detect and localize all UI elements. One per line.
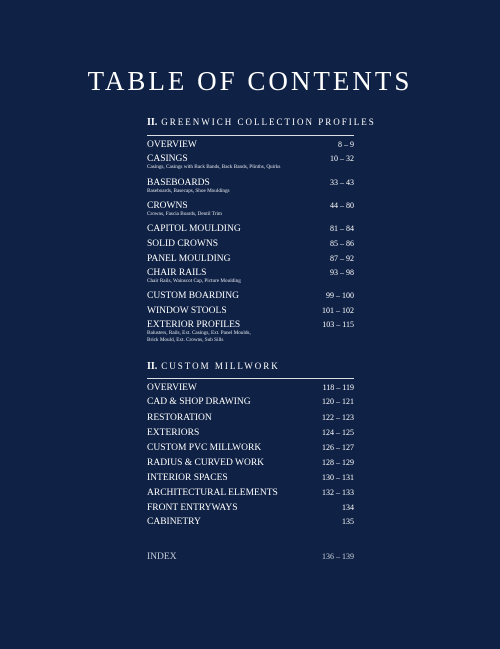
entry-pages: 136 – 139	[322, 552, 354, 561]
toc-entry-chair-rails[interactable]	[147, 268, 354, 285]
toc-entry-interior-spaces[interactable]	[147, 473, 354, 483]
toc-entry-window-stools[interactable]	[147, 306, 354, 316]
entry-subtitle: Baseboards, Basecaps, Shoe Mouldings	[147, 188, 230, 194]
entry-pages: 134	[342, 503, 354, 512]
entry-title: CHAIR RAILS	[147, 268, 207, 278]
toc-entry-millwork-overview[interactable]	[147, 383, 354, 393]
entry-title: RESTORATION	[147, 413, 212, 423]
entry-pages: 10 – 32	[330, 154, 354, 163]
toc-entry-exterior-profiles[interactable]	[147, 320, 354, 344]
entry-subtitle: Casings, Casings with Back Bands, Back Bands, Plinths, Quirks	[147, 164, 281, 170]
entry-subtitle-line2: Brick Mould, Ext. Crowns, Sub Sills	[147, 337, 224, 343]
entry-title: CUSTOM PVC MILLWORK	[147, 443, 262, 453]
toc-entry-restoration[interactable]	[147, 413, 354, 423]
entry-pages: 8 – 9	[338, 140, 354, 149]
toc-entry-panel-moulding[interactable]	[147, 254, 354, 264]
entry-pages: 101 – 102	[322, 306, 354, 315]
entry-title: CROWNS	[147, 201, 188, 211]
page-title: TABLE OF CONTENTS	[87, 66, 413, 96]
toc-entry-architectural-elements[interactable]	[147, 488, 354, 498]
entry-pages: 135	[342, 517, 354, 526]
entry-title: SOLID CROWNS	[147, 239, 218, 249]
entry-pages: 93 – 98	[330, 268, 354, 277]
entry-title: INTERIOR SPACES	[147, 473, 228, 483]
toc-entry-casings[interactable]	[147, 154, 354, 171]
section-divider	[147, 378, 354, 379]
entry-pages: 33 – 43	[330, 178, 354, 187]
toc-entry-custom-pvc-millwork[interactable]	[147, 443, 354, 453]
entry-title: OVERVIEW	[147, 383, 197, 393]
entry-title: WINDOW STOOLS	[147, 306, 227, 316]
entry-pages: 124 – 125	[322, 428, 354, 437]
toc-entry-overview[interactable]	[147, 140, 354, 150]
entry-title: OVERVIEW	[147, 140, 197, 150]
entry-pages: 99 – 100	[326, 291, 354, 300]
entry-pages: 122 – 123	[322, 413, 354, 422]
entry-pages: 85 – 86	[330, 239, 354, 248]
entry-subtitle: Chair Rails, Wainscot Cap, Picture Moulding	[147, 278, 241, 284]
section-marker: II.	[147, 117, 158, 128]
section-heading-text: CUSTOM MILLWORK	[161, 361, 280, 371]
entry-title: EXTERIOR PROFILES	[147, 320, 241, 330]
entry-title: CAPITOL MOULDING	[147, 224, 241, 234]
toc-entry-capitol-moulding[interactable]	[147, 224, 354, 234]
toc-entry-front-entryways[interactable]	[147, 503, 354, 513]
toc-entry-cabinetry[interactable]	[147, 517, 354, 527]
section-heading-text: GREENWICH COLLECTION PROFILES	[161, 117, 376, 127]
toc-entry-crowns[interactable]	[147, 201, 354, 218]
entry-subtitle: Balusters, Rails, Ext. Casings, Ext. Panel Moulds,	[147, 330, 251, 336]
entry-title: FRONT ENTRYWAYS	[147, 503, 238, 513]
entry-pages: 87 – 92	[330, 254, 354, 263]
toc-entry-baseboards[interactable]	[147, 178, 354, 195]
entry-title: CASINGS	[147, 154, 188, 164]
section-marker: II.	[147, 361, 158, 372]
entry-subtitle: Crowns, Fascia Boards, Dentil Trim	[147, 211, 222, 217]
entry-pages: 81 – 84	[330, 224, 354, 233]
entry-pages: 120 – 121	[322, 397, 354, 406]
section-heading-custom-millwork	[147, 361, 280, 372]
section-heading-greenwich	[147, 117, 376, 128]
toc-entry-cad-shop-drawing[interactable]	[147, 397, 354, 407]
entry-title: CABINETRY	[147, 517, 201, 527]
toc-entry-custom-boarding[interactable]	[147, 291, 354, 301]
section-divider	[147, 135, 354, 136]
entry-title: ARCHITECTURAL ELEMENTS	[147, 488, 278, 498]
entry-pages: 130 – 131	[322, 473, 354, 482]
toc-entry-radius-curved-work[interactable]	[147, 458, 354, 468]
entry-pages: 118 – 119	[322, 383, 354, 392]
toc-entry-exteriors[interactable]	[147, 428, 354, 438]
entry-pages: 128 – 129	[322, 458, 354, 467]
entry-pages: 126 – 127	[322, 443, 354, 452]
entry-pages: 44 – 80	[330, 201, 354, 210]
entry-pages: 132 – 133	[322, 488, 354, 497]
toc-entry-index[interactable]	[147, 552, 354, 562]
toc-entry-solid-crowns[interactable]	[147, 239, 354, 249]
entry-title: PANEL MOULDING	[147, 254, 231, 264]
entry-title: CAD & SHOP DRAWING	[147, 397, 251, 407]
entry-title: INDEX	[147, 552, 177, 562]
entry-title: RADIUS & CURVED WORK	[147, 458, 265, 468]
entry-title: CUSTOM BOARDING	[147, 291, 239, 301]
entry-title: BASEBOARDS	[147, 178, 210, 188]
entry-title: EXTERIORS	[147, 428, 200, 438]
entry-pages: 103 – 115	[322, 320, 354, 329]
